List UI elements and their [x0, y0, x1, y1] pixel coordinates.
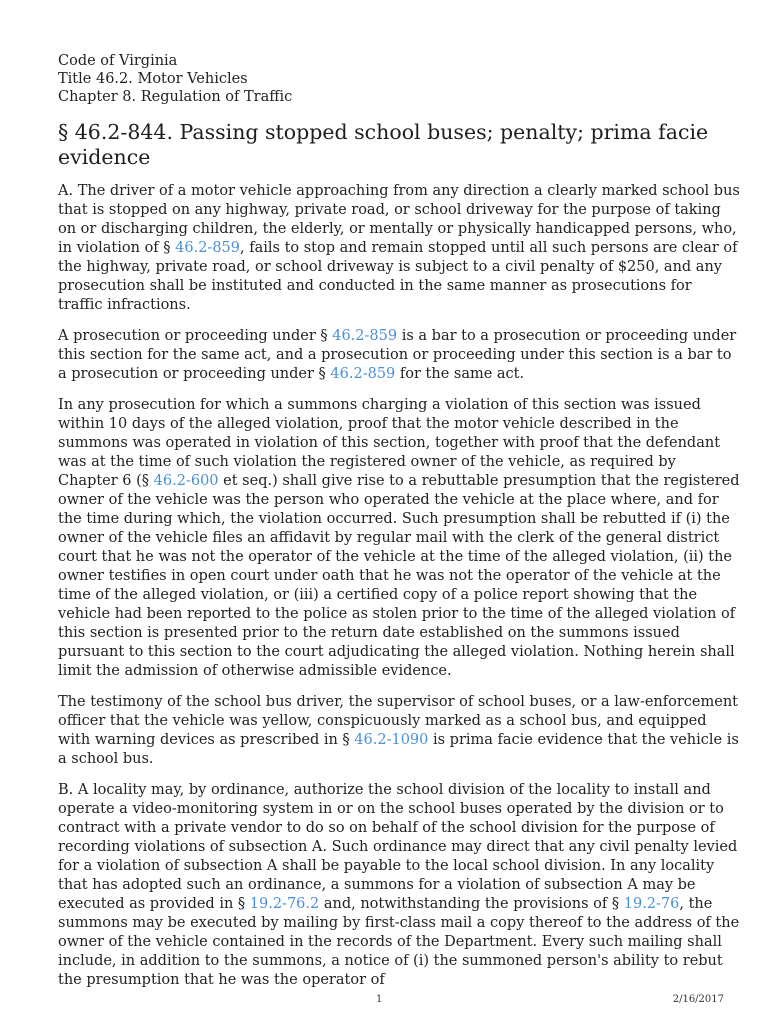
section-body: [58, 182, 740, 990]
breadcrumb-chapter: Chapter 8. Regulation of Traffic: [58, 89, 293, 105]
paragraph-text: is prima facie evidence that the vehicle is a school bus.: [58, 732, 739, 767]
section-paragraph: [58, 182, 740, 315]
paragraph-text: A prosecution or proceeding under §: [58, 328, 333, 344]
breadcrumb: [58, 52, 740, 106]
statute-link[interactable]: 46.2-859: [175, 240, 241, 256]
section-paragraph: [58, 396, 740, 681]
paragraph-text: The testimony of the school bus driver, the supervisor of school buses, or a law-enforcement officer that the vehicle was yellow, conspicuously marked as a school bus, and equipped with warning devices as prescribed in §: [58, 694, 738, 748]
paragraph-text: , fails to stop and remain stopped until all such persons are clear of the highway, private road, or school driveway is subject to a civil penalty of $250, and any prosecution shall be instituted and conducted in the same manner as prosecutions for traffic infractions.: [58, 240, 738, 313]
paragraph-text: et seq.) shall give rise to a rebuttable presumption that the registered owner of the vehicle was the person who operated the vehicle at the place where, and for the time during which, the violation occurred. Such presumption shall be rebutted if (i) the owner of the vehicle files an affidavit by regular mail with the clerk of the general district court that he was not the operator of the vehicle at the time of the alleged violation, (ii) the owner testifies in open court under oath that he was not the operator of the vehicle at the time of the alleged violation, or (iii) a certified copy of a police report showing that the vehicle had been reported to the police as stolen prior to the time of the alleged violation of this section is presented prior to the return date established on the summons issued pursuant to this section to the court adjudicating the alleged violation. Nothing herein shall limit the admission of otherwise admissible evidence.: [58, 473, 740, 679]
paragraph-text: , the summons may be executed by mailing by first-class mail a copy thereof to the address of the owner of the vehicle contained in the records of the Department. Every such mailing shall include, in addition to the summons, a notice of (i) the summoned person's ability to rebut the presumption that he was the operator of: [58, 896, 740, 988]
paragraph-text: In any prosecution for which a summons charging a violation of this section was issued within 10 days of the alleged violation, proof that the motor vehicle described in the summons was operated in violation of this section, together with proof that the defendant was at the time of such violation the registered owner of the vehicle, as required by Chapter 6 (§: [58, 397, 721, 489]
breadcrumb-title: Title 46.2. Motor Vehicles: [58, 71, 248, 87]
statute-link[interactable]: 46.2-859: [330, 366, 396, 382]
section-heading: § 46.2-844. Passing stopped school buses; penalty; prima facie evidence: [58, 120, 709, 169]
section-paragraph: [58, 693, 740, 769]
statute-link[interactable]: 19.2-76.2: [249, 896, 320, 912]
paragraph-text: and, notwithstanding the provisions of §: [319, 896, 624, 912]
statute-link[interactable]: 46.2-859: [332, 328, 398, 344]
section-paragraph: [58, 781, 740, 990]
statute-link[interactable]: 46.2-1090: [354, 732, 429, 748]
section-paragraph: [58, 327, 740, 384]
page-number: 1: [376, 994, 383, 1005]
paragraph-text: B. A locality may, by ordinance, authorize the school division of the locality to install and operate a video-monitoring system in or on the school buses operated by the division or to contract with a private vendor to do so on behalf of the school division for the purpose of recording violations of subsection A. Such ordinance may direct that any civil penalty levied for a violation of subsection A shall be payable to the local school division. In any locality that has adopted such an ordinance, a summons for a violation of subsection A may be executed as provided in §: [58, 782, 738, 912]
document-page: [58, 52, 740, 1002]
statute-link[interactable]: 19.2-76: [623, 896, 680, 912]
paragraph-text: is a bar to a prosecution or proceeding under this section for the same act, and a prosecution or proceeding under this section is a bar to a prosecution or proceeding under §: [58, 328, 737, 382]
statute-link[interactable]: 46.2-600: [153, 473, 219, 489]
breadcrumb-code: Code of Virginia: [58, 53, 178, 69]
paragraph-text: for the same act.: [395, 366, 525, 382]
footer-date: 2/16/2017: [672, 994, 724, 1005]
paragraph-text: A. The driver of a motor vehicle approaching from any direction a clearly marked school bus that is stopped on any highway, private road, or school driveway for the purpose of taking on or discharging children, the elderly, or mentally or physically handicapped persons, who, in violation of §: [58, 183, 740, 256]
